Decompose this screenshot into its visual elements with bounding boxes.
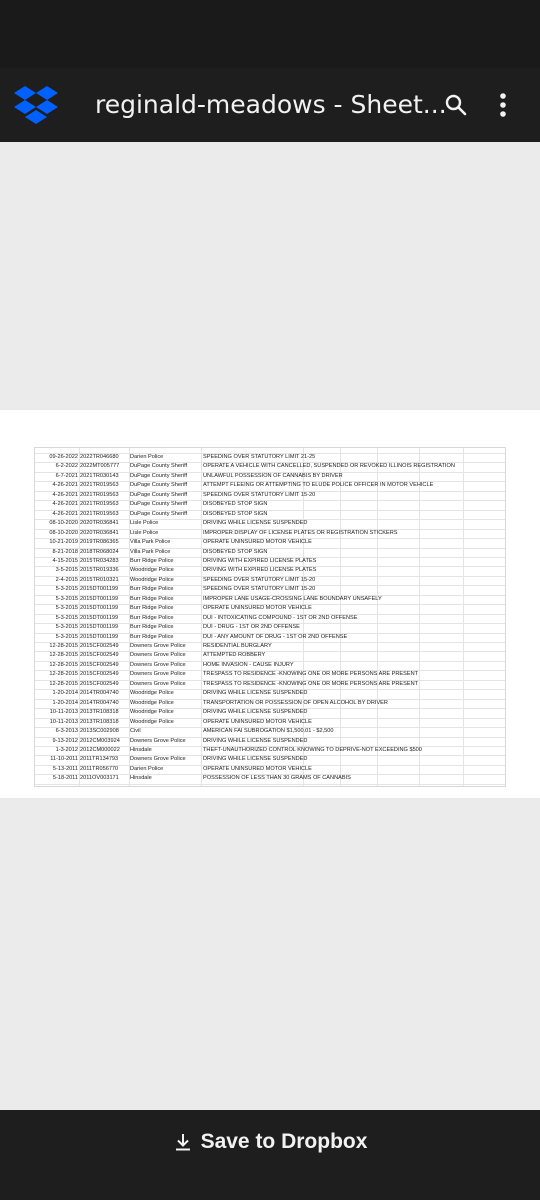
cell-agency: DuPage County Sheriff: [130, 491, 188, 498]
table-row: [35, 595, 506, 604]
table-row: [35, 576, 506, 585]
search-icon[interactable]: [444, 93, 468, 117]
row-divider: [35, 784, 506, 785]
cell-charge: DUI - ANY AMOUNT OF DRUG - 1ST OR 2ND OFFENSE: [203, 633, 348, 640]
cell-charge: SPEEDING OVER STATUTORY LIMIT 15-20: [203, 586, 316, 593]
cell-date: 5-13-2011: [52, 765, 78, 772]
cell-date: 5-3-2015: [55, 605, 78, 612]
cell-charge: OPERATE A VEHICLE WITH CANCELLED, SUSPENDED OR REVOKED ILLINOIS REGISTRATION: [203, 463, 455, 470]
cell-date: 4-15-2015: [52, 557, 78, 564]
table-row: [35, 623, 506, 632]
cell-charge: DRIVING WHILE LICENSE SUSPENDED: [203, 756, 308, 763]
cell-case-number: 2021TR019563: [80, 501, 119, 508]
more-vert-icon[interactable]: [493, 92, 513, 118]
cell-date: 3-5-2015: [55, 567, 78, 574]
cell-case-number: 2013TR108318: [80, 718, 119, 725]
cell-agency: Burr Ridge Police: [130, 595, 174, 602]
cell-charge: SPEEDING OVER STATUTORY LIMIT 15-20: [203, 576, 316, 583]
cell-charge: DISOBEYED STOP SIGN: [203, 501, 268, 508]
table-row: [35, 680, 506, 689]
cell-case-number: 2013TR108318: [80, 709, 119, 716]
cell-case-number: 2012CM003924: [80, 737, 120, 744]
cell-date: 12-28-2015: [49, 671, 78, 678]
cell-case-number: 2015TR019336: [80, 567, 119, 574]
cell-case-number: 2021TR019563: [80, 510, 119, 517]
cell-date: 08-10-2020: [49, 529, 78, 536]
cell-case-number: 2015CF002549: [80, 671, 119, 678]
table-row: [35, 462, 506, 471]
cell-case-number: 2020TR036841: [80, 529, 119, 536]
cell-agency: Woodridge Police: [130, 567, 174, 574]
cell-agency: DuPage County Sheriff: [130, 510, 188, 517]
cell-case-number: 2020TR036841: [80, 520, 119, 527]
cell-date: 4-26-2021: [52, 491, 78, 498]
cell-agency: Downers Grove Police: [130, 737, 186, 744]
cell-charge: POSSESSION OF LESS THAN 30 GRAMS OF CANNABIS: [203, 775, 351, 782]
cell-agency: Lisle Police: [130, 529, 159, 536]
cell-date: 9-13-2012: [52, 737, 78, 744]
cell-agency: Woodridge Police: [130, 576, 174, 583]
cell-case-number: 2015CF002549: [80, 643, 119, 649]
table-row: [35, 585, 506, 594]
cell-charge: DISOBEYED STOP SIGN: [203, 548, 268, 555]
cell-case-number: 2015DT001199: [80, 586, 119, 593]
cell-charge: OPERATE UNINSURED MOTOR VEHICLE: [203, 605, 312, 612]
cell-date: 08-10-2020: [49, 520, 78, 527]
cell-date: 1-20-2014: [52, 690, 78, 697]
cell-charge: TRANSPORTATION OR POSSESSION OF OPEN ALCOHOL BY DRIVER: [203, 699, 388, 706]
cell-date: 10-11-2013: [49, 709, 78, 716]
cell-agency: Burr Ridge Police: [130, 633, 174, 640]
spreadsheet-preview: [34, 447, 506, 787]
cell-date: 1-3-2012: [55, 746, 78, 753]
status-bar: [0, 0, 540, 68]
table-row: [35, 453, 506, 462]
cell-case-number: 2014TR004740: [80, 699, 119, 706]
save-to-dropbox-button[interactable]: [0, 1124, 540, 1160]
table-row: [35, 765, 506, 774]
cell-charge: AMERICAN FAI SUBROGATION $1,500.01 - $2,500: [203, 728, 334, 735]
cell-charge: DISOBEYED STOP SIGN: [203, 510, 268, 517]
cell-date: 12-28-2015: [49, 661, 78, 668]
cell-agency: Burr Ridge Police: [130, 605, 174, 612]
cell-agency: Woodridge Police: [130, 718, 174, 725]
table-row: [35, 689, 506, 698]
cell-case-number: 2015CF002549: [80, 661, 119, 668]
cell-case-number: 2011TR134793: [80, 756, 119, 763]
cell-charge: ATTEMPTED ROBBERY: [203, 652, 266, 659]
cell-agency: Woodridge Police: [130, 709, 174, 716]
cell-case-number: 2011TR056770: [80, 765, 119, 772]
cell-date: 6-2-2022: [55, 463, 78, 470]
table-row: [35, 633, 506, 642]
cell-charge: ATTEMPT FLEEING OR ATTEMPTING TO ELUDE POLICE OFFICER IN MOTOR VEHICLE: [203, 482, 434, 489]
cell-date: 5-3-2015: [55, 595, 78, 602]
cell-date: 5-3-2015: [55, 614, 78, 621]
cell-date: 4-26-2021: [52, 501, 78, 508]
cell-charge: IMPROPER LANE USAGE-CROSSING LANE BOUNDARY UNSAFELY: [203, 595, 382, 602]
table-row: [35, 491, 506, 500]
cell-case-number: 2022TR046680: [80, 454, 119, 460]
cell-date: 8-21-2018: [52, 548, 78, 555]
cell-agency: Downers Grove Police: [130, 643, 186, 649]
table-row: [35, 566, 506, 575]
cell-case-number: 2015DT001199: [80, 605, 119, 612]
cell-agency: Burr Ridge Police: [130, 624, 174, 631]
cell-date: 5-18-2011: [52, 775, 78, 782]
cell-case-number: 2015DT001199: [80, 614, 119, 621]
table-row: [35, 651, 506, 660]
cell-agency: Villa Park Police: [130, 539, 171, 546]
table-row: [35, 699, 506, 708]
cell-date: 11-10-2011: [50, 756, 78, 763]
table-row: [35, 604, 506, 613]
cell-case-number: 2015TR010321: [80, 576, 119, 583]
cell-agency: DuPage County Sheriff: [130, 482, 188, 489]
cell-charge: SPEEDING OVER STATUTORY LIMIT 15-20: [203, 491, 316, 498]
table-row: [35, 708, 506, 717]
cell-date: 10-21-2019: [49, 539, 78, 546]
cell-agency: Downers Grove Police: [130, 680, 186, 687]
cell-date: 4-26-2021: [52, 510, 78, 517]
cell-agency: Lisle Police: [130, 520, 159, 527]
cell-agency: Burr Ridge Police: [130, 557, 174, 564]
bottom-bar: [0, 1110, 540, 1200]
cell-case-number: 2021TR019563: [80, 491, 119, 498]
cell-charge: OPERATE UNINSURED MOTOR VEHICLE: [203, 765, 312, 772]
cell-case-number: 2013SC002908: [80, 728, 119, 735]
table-row: [35, 737, 506, 746]
cell-charge: DUI - INTOXICATING COMPOUND - 1ST OR 2ND OFFENSE: [203, 614, 358, 621]
table-row: [35, 727, 506, 736]
cell-case-number: 2015DT001199: [80, 624, 119, 631]
table-row: [35, 538, 506, 547]
cell-case-number: 2021TR030143: [80, 472, 119, 479]
cell-charge: OPERATE UNINSURED MOTOR VEHICLE: [203, 718, 312, 725]
dropbox-logo-icon[interactable]: [14, 86, 58, 124]
cell-charge: SPEEDING OVER STATUTORY LIMIT 21-25: [203, 454, 316, 460]
table-row: [35, 661, 506, 670]
cell-date: 5-3-2015: [55, 586, 78, 593]
cell-charge: DRIVING WHILE LICENSE SUSPENDED: [203, 709, 308, 716]
download-icon: [173, 1132, 193, 1152]
cell-date: 2-4-2015: [55, 576, 78, 583]
cell-date: 5-3-2015: [55, 624, 78, 631]
cell-case-number: 2015CF002549: [80, 652, 119, 659]
table-row: [35, 557, 506, 566]
cell-agency: Civil: [130, 728, 141, 735]
cell-case-number: 2018TR068024: [80, 548, 119, 555]
cell-date: 12-28-2015: [49, 643, 78, 649]
cell-charge: TRESPASS TO RESIDENCE -KNOWING ONE OR MORE PERSONS ARE PRESENT: [203, 671, 419, 678]
cell-case-number: 2021TR019563: [80, 482, 119, 489]
table-row: [35, 718, 506, 727]
cell-case-number: 2015TR034283: [80, 557, 119, 564]
cell-date: 5-3-2015: [55, 633, 78, 640]
cell-agency: Darien Police: [130, 765, 164, 772]
cell-date: 12-28-2015: [49, 680, 78, 687]
cell-case-number: 2015DT001199: [80, 595, 119, 602]
table-row: [35, 519, 506, 528]
cell-charge: OPERATE UNINSURED MOTOR VEHICLE: [203, 539, 312, 546]
cell-agency: Darien Police: [130, 454, 164, 460]
cell-charge: HOME INVASION - CAUSE INJURY: [203, 661, 294, 668]
cell-date: 4-26-2021: [52, 482, 78, 489]
app-bar: [0, 68, 540, 142]
cell-charge: UNLAWFUL POSSESSION OF CANNABIS BY DRIVER: [203, 472, 343, 479]
cell-case-number: 2015DT001199: [80, 633, 119, 640]
cell-agency: Hinsdale: [130, 775, 152, 782]
table-row: [35, 529, 506, 538]
table-row: [35, 774, 506, 783]
save-label: Save to Dropbox: [200, 1130, 368, 1153]
table-row: [35, 614, 506, 623]
cell-case-number: 2019TR086365: [80, 539, 119, 546]
table-row: [35, 500, 506, 509]
cell-case-number: 2011OV003171: [80, 775, 119, 782]
table-row: [35, 746, 506, 755]
cell-date: 10-11-2013: [49, 718, 78, 725]
cell-agency: Villa Park Police: [130, 548, 171, 555]
cell-agency: DuPage County Sheriff: [130, 472, 188, 479]
cell-agency: DuPage County Sheriff: [130, 501, 188, 508]
cell-agency: Burr Ridge Police: [130, 614, 174, 621]
cell-charge: THEFT-UNAUTHORIZED CONTROL KNOWING TO DEPRIVE-NOT EXCEEDING $500: [203, 746, 422, 753]
table-row: [35, 755, 506, 764]
file-title: reginald-meadows - Sheet...: [95, 90, 447, 119]
table-row: [35, 642, 506, 651]
cell-case-number: 2012CM000022: [80, 746, 120, 753]
cell-date: 09-26-2022: [49, 454, 78, 460]
cell-agency: Downers Grove Police: [130, 652, 186, 659]
cell-date: 1-20-2014: [52, 699, 78, 706]
cell-agency: Woodridge Police: [130, 699, 174, 706]
cell-date: 6-3-2013: [55, 728, 78, 735]
cell-charge: DRIVING WITH EXPIRED LICENSE PLATES: [203, 567, 317, 574]
table-row: [35, 472, 506, 481]
table-row: [35, 481, 506, 490]
cell-case-number: 2015CF002549: [80, 680, 119, 687]
table-row: [35, 670, 506, 679]
cell-charge: DRIVING WITH EXPIRED LICENSE PLATES: [203, 557, 317, 564]
cell-charge: DRIVING WHILE LICENSE SUSPENDED: [203, 690, 308, 697]
cell-case-number: 2014TR004740: [80, 690, 119, 697]
cell-date: 6-7-2021: [55, 472, 78, 479]
cell-agency: DuPage County Sheriff: [130, 463, 188, 470]
cell-agency: Downers Grove Police: [130, 671, 186, 678]
cell-charge: RESIDENTIAL BURGLARY: [203, 643, 272, 649]
cell-agency: Woodridge Police: [130, 690, 174, 697]
cell-agency: Downers Grove Police: [130, 756, 186, 763]
table-row: [35, 510, 506, 519]
cell-charge: TRESPASS TO RESIDENCE -KNOWING ONE OR MORE PERSONS ARE PRESENT: [203, 680, 419, 687]
cell-charge: IMPROPER DISPLAY OF LICENSE PLATES OR REGISTRATION STICKERS: [203, 529, 398, 536]
cell-agency: Downers Grove Police: [130, 661, 186, 668]
cell-charge: DUI - DRUG - 1ST OR 2ND OFFENSE: [203, 624, 300, 631]
table-row: [35, 548, 506, 557]
cell-charge: DRIVING WHILE LICENSE SUSPENDED: [203, 737, 308, 744]
cell-agency: Burr Ridge Police: [130, 586, 174, 593]
cell-date: 12-28-2015: [49, 652, 78, 659]
cell-agency: Hinsdale: [130, 746, 152, 753]
cell-case-number: 2022MT005777: [80, 463, 120, 470]
cell-charge: DRIVING WHILE LICENSE SUSPENDED: [203, 520, 308, 527]
